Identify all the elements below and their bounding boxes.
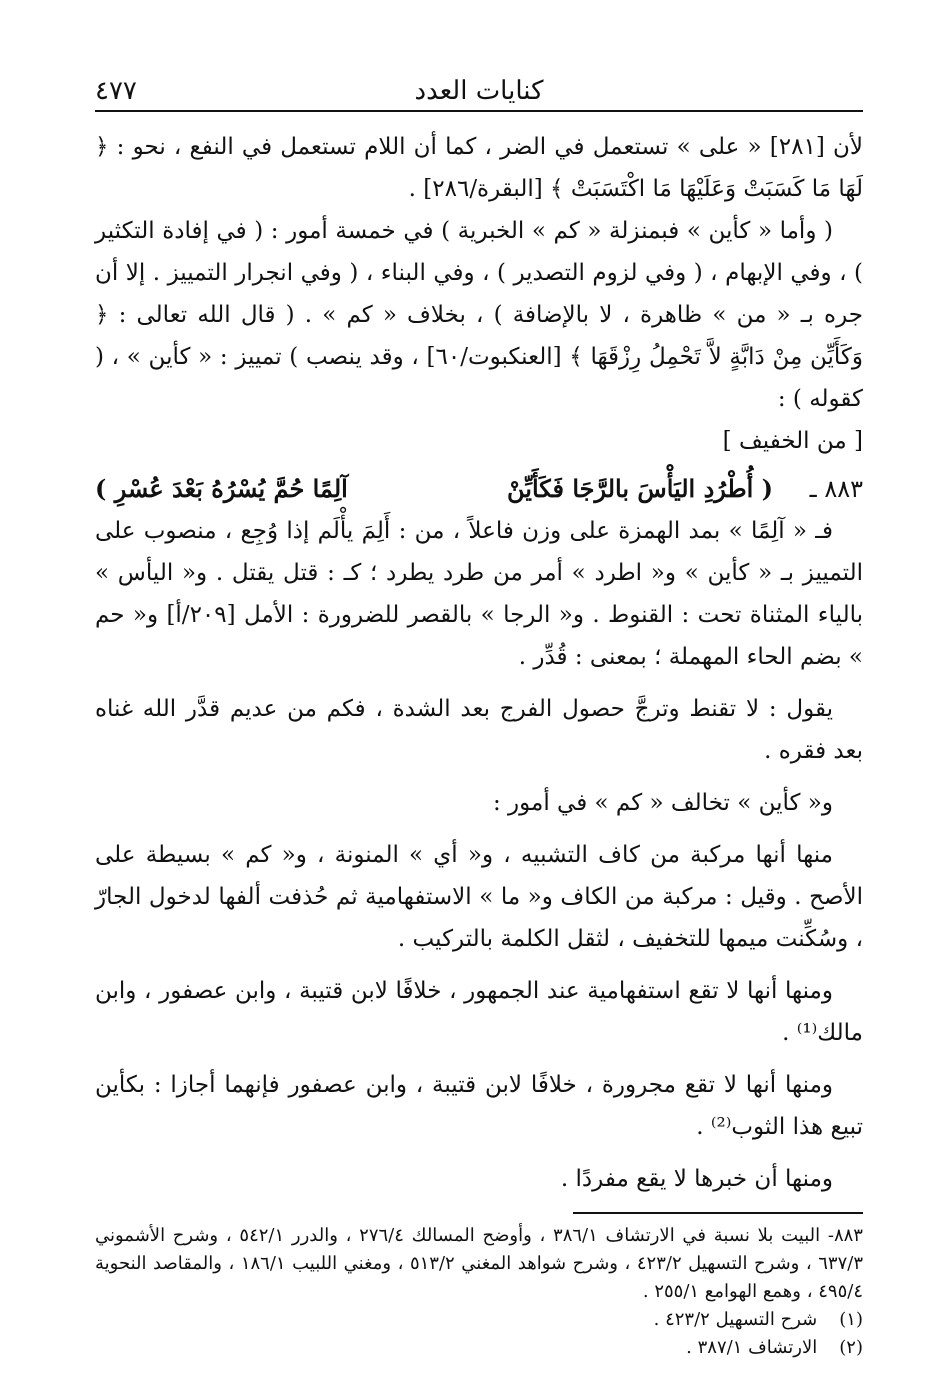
paragraph-gap: [95, 678, 863, 688]
footnote-item: [95, 1334, 863, 1362]
verse-number: ٨٨٣ ـ: [809, 475, 863, 503]
paragraph: منها أنها مركبة من كاف التشبيه ، و« أي » المنونة ، و« كم » بسيطة على الأصح . وقيل : مركبة من الكاف و« ما » الاستفهامية ثم حُذفت ألفها لدخول الجارّ ، وسُكِّنت ميمها للتخفيف ، لثقل الكلمة بالتركيب .: [95, 842, 863, 952]
chapter-title: كنايات العدد: [414, 76, 544, 106]
running-header: [95, 70, 863, 110]
main-text: [95, 126, 863, 1200]
footnotes: [95, 1222, 863, 1362]
paragraph: ( وأما « كأين » فبمنزلة « كم » الخبرية ) في خمسة أمور : ( في إفادة التكثير ) ، وفي الإبهام ، ( وفي لزوم التصدير ) ، وفي البناء ، ( وفي انجرار التمييز . إلا أن جره بـ « من » ظاهرة ، لا بالإضافة ) ، بخلاف « كم » . ( قال الله تعالى : ﴿ وَكَأَيِّن مِنْ دَابَّةٍ لاَّ تَحْمِلُ رِزْقَهَا ﴾ [العنكبوت/٦٠] ، وقد ينصب ) تمييز : « كأين » ، ( كقوله ) :: [95, 218, 863, 412]
footnote-text: شرح التسهيل ٤٢٣/٢ .: [653, 1309, 818, 1330]
meter-label: [ من الخفيف ]: [722, 428, 863, 454]
paragraph: ومنها أنها لا تقع مجرورة ، خلافًا لابن قتيبة ، وابن عصفور فإنهما أجازا : بكأين تبيع هذا الثوب⁽²⁾ .: [95, 1072, 863, 1140]
paragraph-gap: [95, 1054, 863, 1064]
footnote-item: [95, 1306, 863, 1334]
book-page: [95, 70, 863, 1362]
verse-first-hemistich: ( أُطْرُدِ اليَأْسَ بالرَّجَا فَكَأَيِّنْ: [507, 474, 773, 503]
footnote-rule: [573, 1212, 863, 1214]
paragraph: يقول : لا تقنط وترجَّ حصول الفرج بعد الشدة ، فكم من عديم قدَّر الله غناه بعد فقره .: [95, 696, 863, 764]
verse-second-hemistich: آلِمًا حُمَّ يُسْرُهُ بَعْدَ عُسْرِ ): [95, 474, 348, 503]
footnote-main: ٨٨٣- البيت بلا نسبة في الارتشاف ٣٨٦/١ ، وأوضح المسالك ٢٧٦/٤ ، والدرر ٥٤٢/١ ، وشرح الأشموني ٦٣٧/٣ ، وشرح التسهيل ٤٢٣/٢ ، وشرح شواهد المغني ٥١٣/٢ ، ومغني اللبيب ١٨٦/١ ، والمقاصد النحوية ٤٩٥/٤ ، وهمع الهوامع ٢٥٥/١ .: [95, 1225, 863, 1302]
header-rule: [95, 110, 863, 112]
footnote-text: الارتشاف ٣٨٧/١ .: [686, 1337, 818, 1358]
paragraph: ومنها أن خبرها لا يقع مفردًا .: [560, 1166, 833, 1192]
paragraph: فـ « آلِمًا » بمد الهمزة على وزن فاعلاً ، من : أَلِمَ يأْلَم إذا وُجِع ، منصوب على التمييز بـ « كأين » و« اطرد » أمر من طرد يطرد ؛ كـ : قتل يقتل . و« اليأس » بالياء المثناة تحت : القنوط . و« الرجا » بالقصر للضرورة : الأمل [٢٠٩/أ] و« حم » بضم الحاء المهملة ؛ بمعنى : قُدِّر .: [95, 518, 863, 670]
paragraph-gap: [95, 1148, 863, 1158]
footnote-marker: (١): [839, 1309, 863, 1330]
paragraph: و« كأين » تخالف « كم » في أمور :: [492, 790, 833, 816]
paragraph: لأن [٢٨١] « على » تستعمل في الضر ، كما أن اللام تستعمل في النفع ، نحو : ﴿ لَهَا مَا كَسَبَتْ وَعَلَيْهَا مَا اكْتَسَبَتْ ﴾ [البقرة/٢٨٦] .: [95, 134, 863, 202]
paragraph-gap: [95, 772, 863, 782]
verse-line: [95, 462, 863, 510]
paragraph: ومنها أنها لا تقع استفهامية عند الجمهور ، خلافًا لابن قتيبة ، وابن عصفور ، وابن مالك⁽¹⁾ .: [95, 978, 863, 1046]
paragraph-gap: [95, 824, 863, 834]
footnote-marker: (٢): [839, 1337, 863, 1358]
paragraph-gap: [95, 960, 863, 970]
page-number: ٤٧٧: [95, 76, 137, 106]
